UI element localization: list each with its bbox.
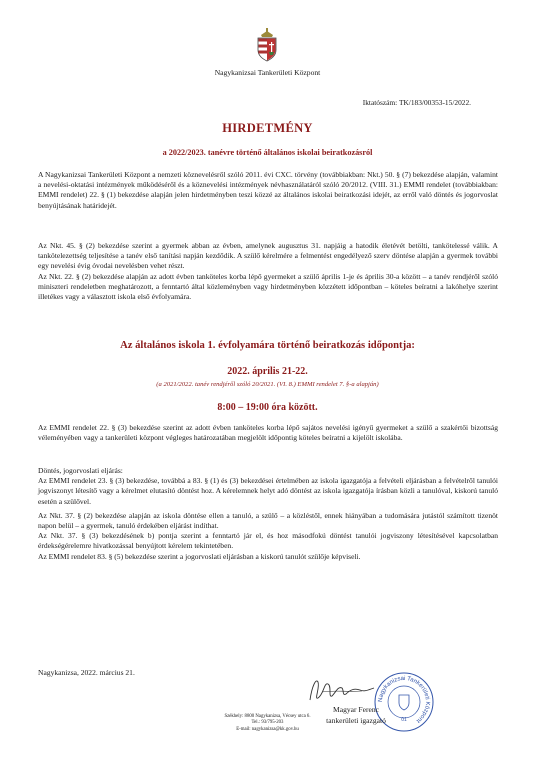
stamp-text: Nagykanizsai Tankerületi Központ bbox=[377, 675, 431, 724]
signer-role: tankerületi igazgató bbox=[326, 715, 386, 725]
decision-paragraph-2: Az Nkt. 37. § (2) bekezdése alapján az iskola döntése ellen a tanuló, a szülő – a közléstől, ennek hiányában a tudomására jutástól számított tizenöt napon belül – a gyermek, tanuló érdekében eljárást indíthat. bbox=[38, 510, 498, 531]
enrollment-duty-paragraph: Az Nkt. 22. § (2) bekezdése alapján az adott évben tanköteles korba lépő gyermeket a szülő április 1-je és április 30-a között – a tanév rendjéről szóló miniszteri rendeletben meghatározott, a fenntartó által közleményben vagy hirdetményben közzétett időpontban – köteles beíratni a lakóhelye szerint illetékes vagy a választott iskola első évfolyamára. bbox=[38, 271, 498, 302]
document-subtitle: a 2022/2023. tanévre történő általános iskolai beiratkozásról bbox=[162, 148, 373, 157]
decision-paragraph-3: Az Nkt. 37. § (3) bekezdésének b) pontja szerint a fenntartó jár el, és hoz másodfokú döntést tanulói jogviszony létesítésével kapcsolatban érdekségérelemre hivatkozással benyújtott kérelem tekintetében. bbox=[38, 531, 498, 551]
special-needs-paragraph bbox=[38, 423, 498, 443]
special-needs-text: Az EMMI rendelet 22. § (3) bekezdése szerint az adott évben tanköteles korba lépő sajátos nevelési igényű gyermeket a szülő a szakértői bizottság véleményében vagy a tankerületi központ végleges határozatában megjelölt időpontig köteles beíratni a kijelölt iskolába. bbox=[38, 423, 498, 443]
reference-number: Iktatószám: TK/183/00353-15/2022. bbox=[362, 98, 471, 107]
decision-label: Döntés, jogorvoslati eljárás: bbox=[38, 466, 123, 475]
organization-name: Nagykanizsai Tankerületi Központ bbox=[214, 68, 321, 77]
signer-name: Magyar Ferenc bbox=[333, 705, 379, 714]
footer-email: E-mail: nagykanizsa@kk.gov.hu bbox=[236, 726, 299, 732]
place-and-date: Nagykanizsa, 2022. március 21. bbox=[38, 668, 135, 677]
footer-contact bbox=[0, 714, 535, 733]
decision-paragraph-4: Az EMMI rendelet 83. § (5) bekezdése szerint a jogorvoslati eljárásban a kiskorú tanulót szülője képviseli. bbox=[38, 551, 361, 561]
footer-address: Székhely: 8800 Nagykanizsa, Vécsey utca 6. bbox=[224, 714, 311, 719]
enrollment-hours: 8:00 – 19:00 óra között. bbox=[217, 402, 318, 413]
intro-text: A Nagykanizsai Tankerületi Központ a nemzeti köznevelésről szóló 2011. évi CXC. törvény (továbbiakban: Nkt.) 50. § (7) bekezdése alapján, valamint a nevelési-oktatási intézmények működéséről és a köznevelési intézmények névhasználatáról szóló 20/2012. (VIII. 31.) EMMI rendelet (továbbiakban: EMMI rendelet) 22. § (1) bekezdése alapján jelen hirdetményben teszi közzé az általános iskolai beiratkozási idejét, az erről való döntés és jogorvoslat benyújtásának határidejét. bbox=[38, 170, 498, 210]
handwritten-signature-icon bbox=[302, 670, 382, 710]
footer-phone: Tel.: 93/795-203 bbox=[251, 720, 284, 726]
enrollment-dates: 2022. április 21-22. bbox=[227, 366, 308, 377]
enrollment-heading: Az általános iskola 1. évfolyamára történő beiratkozás időpontja: bbox=[120, 340, 415, 351]
hungarian-coat-of-arms-icon bbox=[254, 28, 280, 62]
decision-section bbox=[38, 466, 498, 562]
document-title: HIRDETMÉNY bbox=[222, 121, 313, 135]
enrollment-legal-note: (a 2021/2022. tanév rendjéről szóló 20/2021. (VI. 8.) EMMI rendelet 7. §-a alapján) bbox=[156, 381, 379, 388]
intro-paragraph bbox=[38, 170, 498, 211]
decision-paragraph-1: Az EMMI rendelet 23. § (3) bekezdése, továbbá a 83. § (1) és (3) bekezdései értelmében az iskola igazgatója a felvételi eljárásban a felvételről tanulói jogviszonyt létesítő vagy a kérelmet elutasító döntést hoz. A kérelemnek helyt adó döntést az iskola igazgatója írásban közli a tanulóval, kiskorú tanuló esetén a szülővel. bbox=[38, 476, 498, 506]
obligation-section bbox=[38, 241, 498, 302]
obligation-paragraph: Az Nkt. 45. § (2) bekezdése szerint a gyermek abban az évben, amelynek augusztus 31. napjáig a hatodik életévét betölti, tankötelessé válik. A tankötelezettség teljesítése a tanév első tanítási napján kezdődik. A szülő kérelmére a felmentést engedélyező szerv döntése alapján a gyermek további egy nevelési évig óvodai nevelésben vehet részt. bbox=[38, 241, 498, 271]
stamp-number: 01 bbox=[401, 717, 407, 723]
